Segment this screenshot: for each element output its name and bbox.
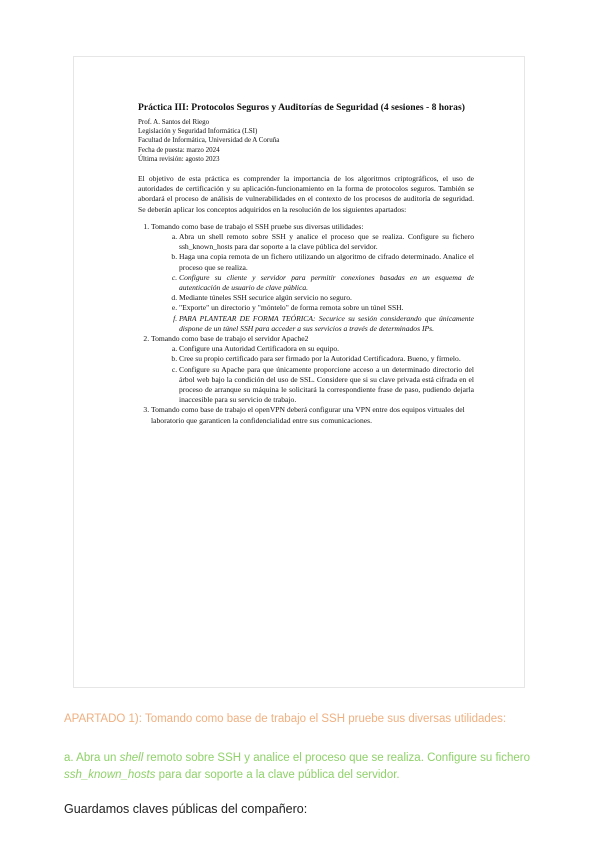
answer-text: Guardamos claves públicas del compañero: bbox=[64, 802, 308, 816]
sub-item: d. Mediante túneles SSH securice algún servicio no seguro. bbox=[179, 293, 474, 303]
sub-item: f. PARA PLANTEAR DE FORMA TEÓRICA: Securice su sesión considerando que únicamente dispone de un túnel SSH para acceder a sus servicios a través de determinados IPs. bbox=[179, 314, 474, 334]
meta-line: Fecha de puesta: marzo 2024 bbox=[138, 145, 220, 154]
sub-list bbox=[151, 232, 474, 334]
assignment-content bbox=[138, 102, 474, 426]
sub-item: a. Abra un shell remoto sobre SSH y analice el proceso que se realiza. Configure su fichero ssh_known_hosts para dar soporte a la clave pública del servidor. bbox=[179, 232, 474, 252]
assignment-intro: El objetivo de esta práctica es comprender la importancia de los algoritmos criptográficos, el uso de autoridades de certificación y su aplicación-funcionamiento en la forma de protocolos seguros. También se abordará el proceso de análisis de vulnerabilidades en el contexto de los procesos de auditoría de seguridad. Se deberán aplicar los conceptos adquiridos en la resolución de los siguientes apartados: bbox=[138, 174, 474, 214]
item-text: Tomando como base de trabajo el openVPN deberá configurar una VPN entre dos equipos virtuales del laboratorio que garanticen la confidencialidad entre sus comunicaciones. bbox=[151, 405, 465, 425]
sub-list bbox=[151, 344, 474, 405]
embedded-assignment-image bbox=[73, 56, 525, 688]
question-middle: remoto sobre SSH y analice el proceso que se realiza. Configure su fichero bbox=[143, 752, 531, 764]
list-item bbox=[151, 334, 474, 405]
sub-item: e. "Exporte" un directorio y "móntelo" de forma remota sobre un túnel SSH. bbox=[179, 303, 474, 313]
question-suffix: para dar soporte a la clave pública del servidor. bbox=[155, 769, 400, 781]
item-text: Tomando como base de trabajo el SSH pruebe sus diversas utilidades: bbox=[151, 221, 364, 231]
list-item bbox=[151, 405, 474, 425]
sub-item: a. Configure una Autoridad Certificadora en su equipo. bbox=[179, 344, 474, 354]
meta-line: Legislación y Seguridad Informática (LSI) bbox=[138, 127, 258, 136]
sub-item: c. Configure su cliente y servidor para permitir conexiones basadas en un esquema de autenticación de usuario de clave pública. bbox=[179, 273, 474, 293]
sub-item: b. Cree su propio certificado para ser firmado por la Autoridad Certificadora. Bueno, y fírmelo. bbox=[179, 354, 474, 364]
question-prefix: a. Abra un bbox=[64, 752, 120, 764]
assignment-title: Práctica III: Protocolos Seguros y Auditorías de Seguridad (4 sesiones - 8 horas) bbox=[138, 102, 465, 113]
question-file: ssh_known_hosts bbox=[64, 769, 156, 781]
meta-line: Facultad de Informática, Universidad de A Coruña bbox=[138, 136, 280, 145]
meta-line: Última revisión: agosto 2023 bbox=[138, 154, 220, 163]
item-text: Tomando como base de trabajo el servidor Apache2 bbox=[151, 334, 309, 344]
apartado-heading: APARTADO 1): Tomando como base de trabajo el SSH pruebe sus diversas utilidades: bbox=[64, 713, 507, 725]
sub-item: c. Configure su Apache para que únicamente proporcione acceso a un determinado directorio del árbol web bajo la condición del uso de SSL. Considere que si su clave privada está cifrada en el proceso de arranque su máquina le solicitará la correspondiente frase de paso, pudiendo dejarla inaccesible para su servicio de trabajo. bbox=[179, 365, 474, 406]
list-item bbox=[151, 222, 474, 334]
sub-item: b. Haga una copia remota de un fichero utilizando un algoritmo de cifrado determinado. Analice el proceso que se realiza. bbox=[179, 252, 474, 272]
question-paragraph bbox=[64, 750, 544, 784]
assignment-list bbox=[138, 222, 474, 426]
assignment-meta bbox=[138, 118, 474, 164]
meta-line: Prof. A. Santos del Riego bbox=[138, 118, 210, 126]
question-shell: shell bbox=[119, 752, 144, 764]
